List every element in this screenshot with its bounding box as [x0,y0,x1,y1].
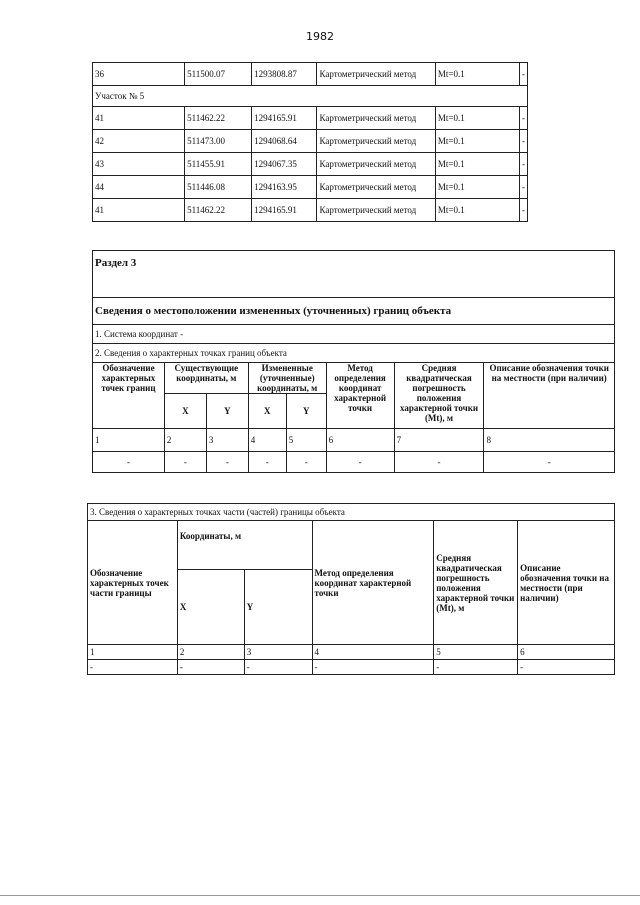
method: Картометрический метод [317,107,435,130]
col-number: 4 [248,429,286,452]
empty-cell: - [326,452,394,473]
part-label: 3. Сведения о характерных точках части (частей) границы объекта [88,504,615,521]
part-header-x: X [177,570,244,645]
col-number: 8 [484,429,615,452]
table-row [93,176,528,199]
y-coord: 1294165.91 [252,107,317,130]
section-title: Раздел 3 [93,251,615,298]
y-coord: 1294163.95 [252,176,317,199]
table-row [93,429,615,452]
empty-cell: - [93,452,165,473]
method: Картометрический метод [317,130,435,153]
table-row [93,199,528,222]
x-coord: 511473.00 [185,130,252,153]
description: - [519,63,527,86]
col-number: 1 [88,645,178,660]
accuracy: Mt=0.1 [435,199,519,222]
header-designation: Обозначение характерных точек границ [93,363,165,429]
table-row [93,452,615,473]
chars-label: 2. Сведения о характерных точках границ объекта [93,344,615,363]
part-header-accuracy: Средняя квадратическая погрешность положения характерной точки (Mt), м [434,521,518,645]
header-y: Y [286,394,326,429]
description: - [519,176,527,199]
table-row [93,130,528,153]
part-header-designation: Обозначение характерных точек части границы [88,521,178,645]
x-coord: 511446.08 [185,176,252,199]
empty-cell: - [394,452,484,473]
empty-cell: - [312,660,434,675]
point-number: 41 [93,199,185,222]
accuracy: Mt=0.1 [435,107,519,130]
x-coord: 511462.22 [185,107,252,130]
col-number: 5 [434,645,518,660]
empty-cell: - [244,660,312,675]
part-header-y: Y [244,570,312,645]
table-row [93,63,528,86]
col-number: 3 [206,429,248,452]
y-coord: 1293808.87 [252,63,317,86]
plot-label: Участок № 5 [93,86,528,107]
header-changed: Измененные (уточненные) координаты, м [248,363,326,394]
col-number: 2 [177,645,244,660]
section3-table [92,250,615,473]
point-number: 36 [93,63,185,86]
points-table [92,62,528,222]
col-number: 2 [164,429,206,452]
header-description: Описание обозначения точки на местности (при наличии) [484,363,615,429]
method: Картометрический метод [317,153,435,176]
section-subtitle: Сведения о местоположении измененных (уточненных) границ объекта [93,298,615,325]
method: Картометрический метод [317,199,435,222]
point-number: 41 [93,107,185,130]
footer-divider [0,895,640,896]
y-coord: 1294067.35 [252,153,317,176]
part-header-coords: Координаты, м [177,521,312,570]
point-number: 42 [93,130,185,153]
table-row [93,107,528,130]
point-number: 43 [93,153,185,176]
coord-system: 1. Система координат - [93,325,615,344]
col-number: 7 [394,429,484,452]
part-header-description: Описание обозначения точки на местности (при наличии) [518,521,615,645]
accuracy: Mt=0.1 [435,176,519,199]
method: Картометрический метод [317,63,435,86]
x-coord: 511462.22 [185,199,252,222]
col-number: 6 [326,429,394,452]
header-y: Y [206,394,248,429]
col-number: 4 [312,645,434,660]
empty-cell: - [88,660,178,675]
accuracy: Mt=0.1 [435,63,519,86]
empty-cell: - [434,660,518,675]
header-accuracy: Средняя квадратическая погрешность положения характерной точки (Mt), м [394,363,484,429]
table-row [88,645,615,660]
accuracy: Mt=0.1 [435,130,519,153]
table-row [88,660,615,675]
col-number: 5 [286,429,326,452]
col-number: 3 [244,645,312,660]
description: - [519,153,527,176]
table-row [93,153,528,176]
part-boundary-table [87,503,615,675]
accuracy: Mt=0.1 [435,153,519,176]
table-row [93,86,528,107]
header-existing: Существующие координаты, м [164,363,248,394]
method: Картометрический метод [317,176,435,199]
empty-cell: - [484,452,615,473]
point-number: 44 [93,176,185,199]
empty-cell: - [164,452,206,473]
description: - [519,130,527,153]
empty-cell: - [518,660,615,675]
empty-cell: - [248,452,286,473]
header-method: Метод определения координат характерной точки [326,363,394,429]
description: - [519,199,527,222]
empty-cell: - [206,452,248,473]
header-x: X [248,394,286,429]
part-header-method: Метод определения координат характерной точки [312,521,434,645]
description: - [519,107,527,130]
col-number: 1 [93,429,165,452]
y-coord: 1294068.64 [252,130,317,153]
x-coord: 511455.91 [185,153,252,176]
empty-cell: - [286,452,326,473]
col-number: 6 [518,645,615,660]
x-coord: 511500.07 [185,63,252,86]
page-number: 1982 [306,30,334,43]
y-coord: 1294165.91 [252,199,317,222]
header-x: X [164,394,206,429]
empty-cell: - [177,660,244,675]
